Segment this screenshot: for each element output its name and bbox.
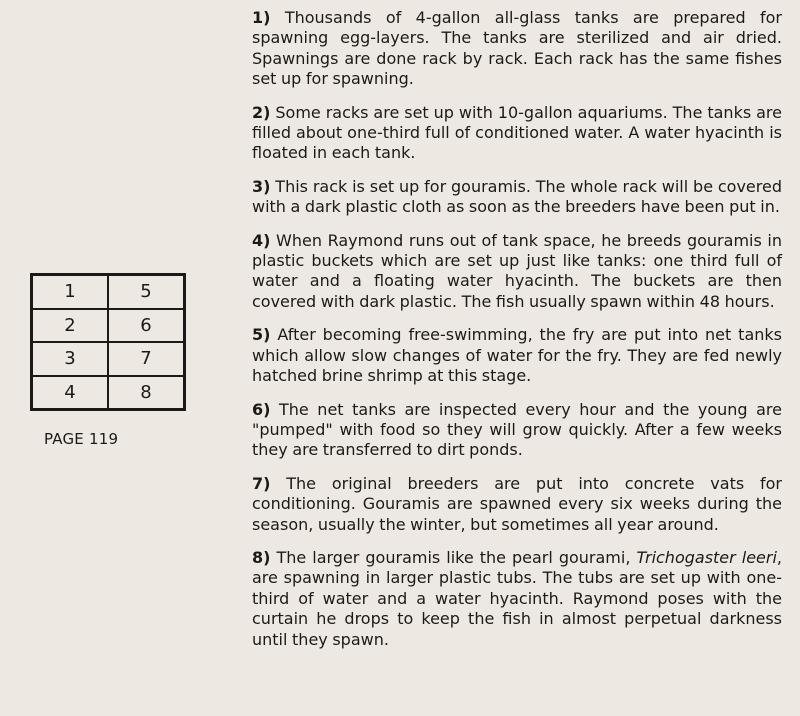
caption-number: 6) <box>252 399 271 419</box>
species-name: Trichogaster leeri <box>636 547 777 567</box>
grid-cell: 8 <box>108 376 184 410</box>
caption-paragraph <box>252 400 782 461</box>
caption-text: Some racks are set up with 10-gallon aquariums. The tanks are filled about one-third full of conditioned water. A water hyacinth is floated in each tank. <box>252 102 782 163</box>
photo-key-grid <box>30 273 186 411</box>
caption-paragraph <box>252 474 782 535</box>
caption-text: The larger gouramis like the pearl gourami, <box>270 547 637 567</box>
caption-number: 7) <box>252 473 271 493</box>
grid-cell: 7 <box>108 342 184 376</box>
caption-text: The original breeders are put into concrete vats for conditioning. Gouramis are spawned every six weeks during the season, usually the winter, but sometimes all year around. <box>252 473 782 534</box>
grid-cell: 3 <box>32 342 108 376</box>
caption-paragraph <box>252 103 782 164</box>
caption-paragraph <box>252 548 782 650</box>
caption-number: 4) <box>252 230 271 250</box>
page-label: PAGE 119 <box>44 430 119 448</box>
caption-number: 3) <box>252 176 271 196</box>
grid-cell: 6 <box>108 309 184 343</box>
caption-paragraph <box>252 177 782 218</box>
grid-cell: 1 <box>32 275 108 309</box>
caption-text: When Raymond runs out of tank space, he breeds gouramis in plastic buckets which are set up just like tanks: one third full of water and a floating water hyacinth. The buckets are then covered with dark plastic. The fish usually spawn within 48 hours. <box>252 230 782 311</box>
caption-paragraph <box>252 231 782 313</box>
grid-cell: 4 <box>32 376 108 410</box>
caption-text: After becoming free-swimming, the fry are put into net tanks which allow slow changes of water for the fry. They are fed newly hatched brine shrimp at this stage. <box>252 325 782 386</box>
caption-column <box>252 8 782 663</box>
caption-text: This rack is set up for gouramis. The whole rack will be covered with a dark plastic cloth as soon as the breeders have been put in. <box>252 176 782 217</box>
caption-paragraph <box>252 8 782 90</box>
caption-text: The net tanks are inspected every hour and the young are "pumped" with food so they will grow quickly. After a few weeks they are transferred to dirt ponds. <box>252 399 782 460</box>
caption-text: , are spawning in larger plastic tubs. The tubs are set up with one-third of water and a water hyacinth. Raymond poses with the curtain he drops to keep the fish in almost perpetual darkness until they spawn. <box>252 547 782 649</box>
caption-text: Thousands of 4-gallon all-glass tanks are prepared for spawning egg-layers. The tanks are sterilized and air dried. Spawnings are done rack by rack. Each rack has the same fishes set up for spawning. <box>252 8 782 89</box>
grid-cell: 5 <box>108 275 184 309</box>
grid-cell: 2 <box>32 309 108 343</box>
caption-number: 2) <box>252 102 271 122</box>
caption-number: 8) <box>252 547 271 567</box>
caption-number: 1) <box>252 8 271 27</box>
caption-paragraph <box>252 325 782 386</box>
caption-number: 5) <box>252 325 271 345</box>
